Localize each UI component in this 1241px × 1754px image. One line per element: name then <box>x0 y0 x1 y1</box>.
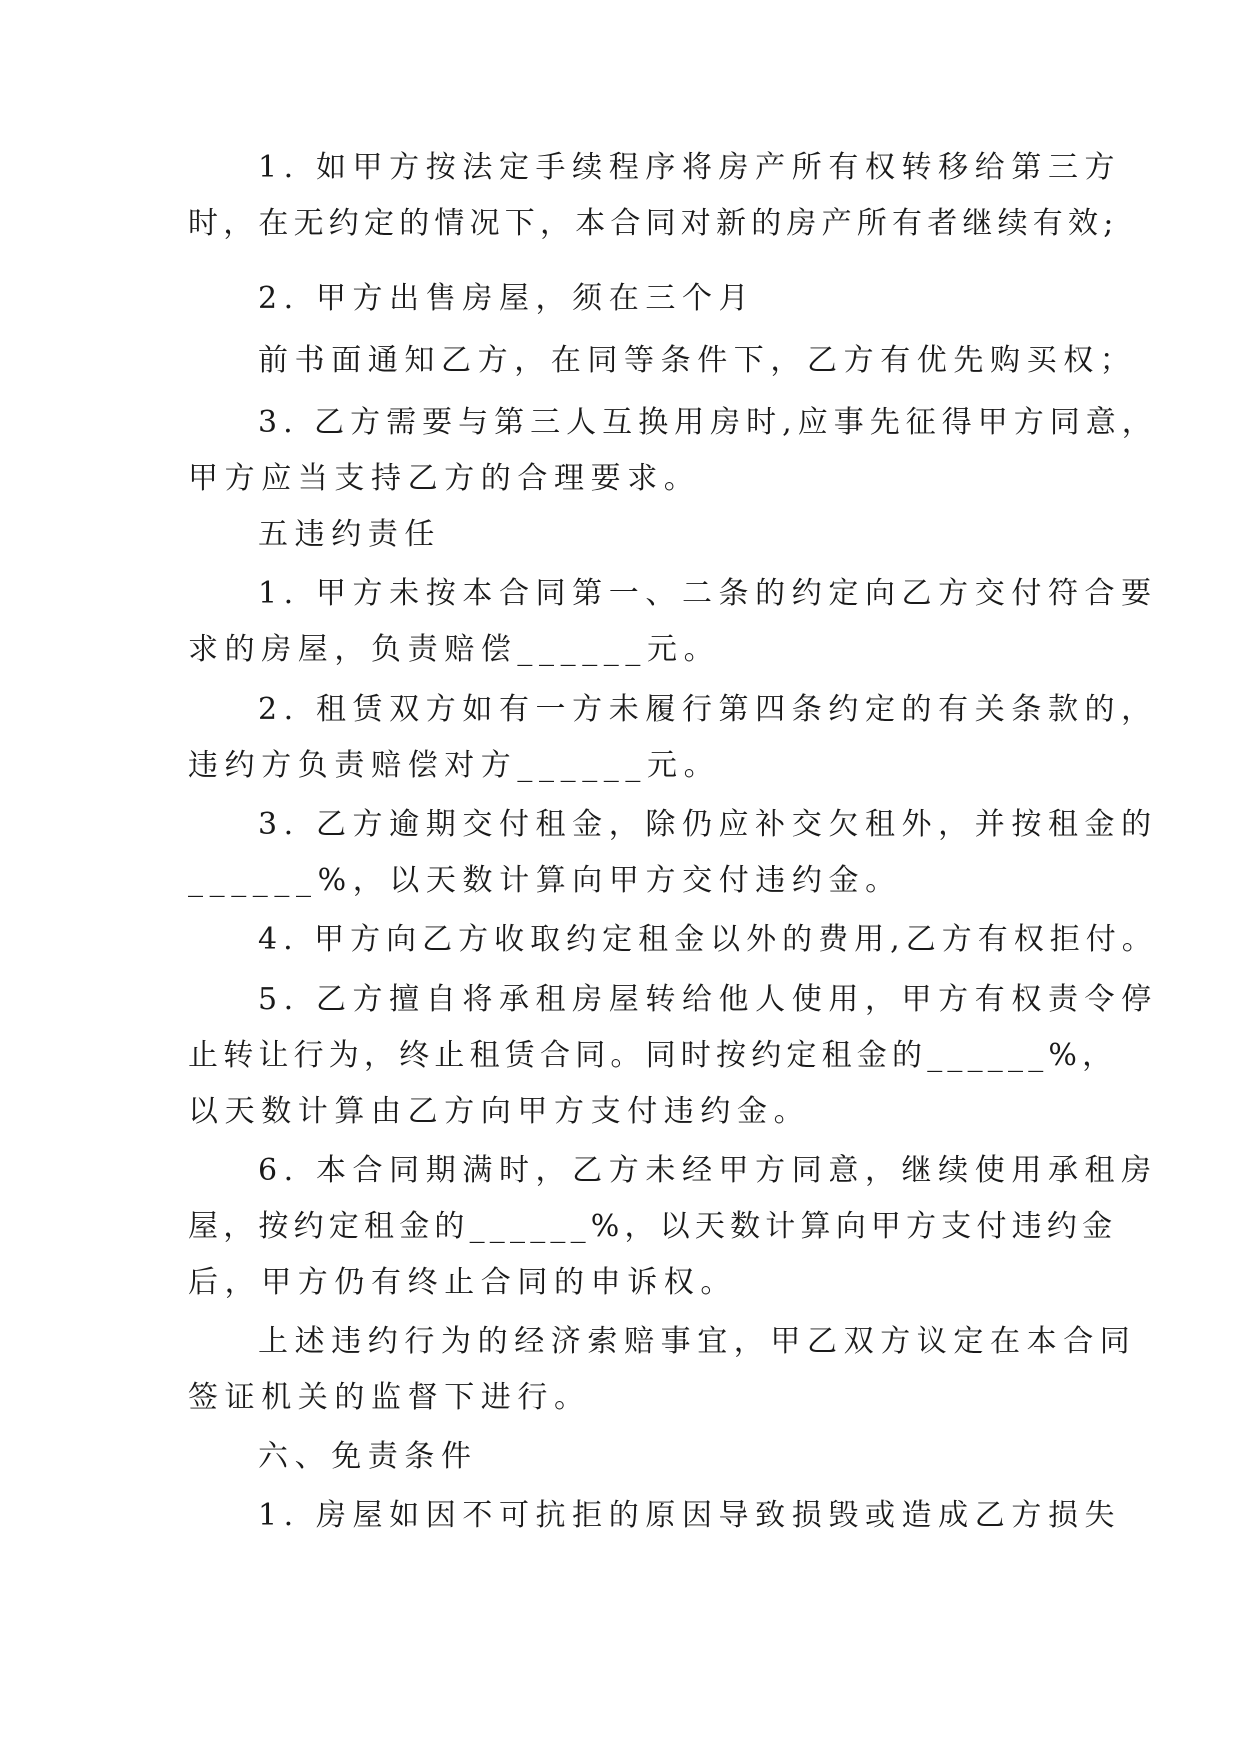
text-line: 2. 甲方出售房屋，须在三个月 <box>258 281 756 316</box>
section-heading: 五违约责任 <box>258 517 441 552</box>
text-line: 屋，按约定租金的______%，以天数计算向甲方支付违约金 <box>188 1209 1118 1244</box>
text-line: 3. 乙方逾期交付租金，除仍应补交欠租外，并按租金的 <box>258 807 1158 842</box>
text-line: 上述违约行为的经济索赔事宜，甲乙双方议定在本合同 <box>258 1324 1137 1359</box>
text-line: 4. 甲方向乙方收取约定租金以外的费用,乙方有权拒付。 <box>258 922 1158 957</box>
text-line: 1. 甲方未按本合同第一、二条的约定向乙方交付符合要 <box>258 576 1158 611</box>
text-line: 甲方应当支持乙方的合理要求。 <box>188 461 701 496</box>
text-line: 以天数计算由乙方向甲方支付违约金。 <box>188 1094 811 1129</box>
text-line: 前书面通知乙方，在同等条件下，乙方有优先购买权； <box>258 343 1137 378</box>
text-line: 止转让行为，终止租赁合同。同时按约定租金的______%， <box>188 1038 1118 1073</box>
text-line: 求的房屋，负责赔偿______元。 <box>188 632 721 667</box>
section-heading: 六、免责条件 <box>258 1439 478 1474</box>
text-line: 1. 房屋如因不可抗拒的原因导致损毁或造成乙方损失 <box>258 1498 1122 1533</box>
text-line: 后，甲方仍有终止合同的申诉权。 <box>188 1265 737 1300</box>
text-line: 时，在无约定的情况下，本合同对新的房产所有者继续有效; <box>188 206 1119 241</box>
text-line: 违约方负责赔偿对方______元。 <box>188 748 721 783</box>
text-line: 2. 租赁双方如有一方未履行第四条约定的有关条款的， <box>258 692 1158 727</box>
text-line: 1. 如甲方按法定手续程序将房产所有权转移给第三方 <box>258 150 1122 185</box>
text-line: 签证机关的监督下进行。 <box>188 1380 591 1415</box>
text-line: 5. 乙方擅自将承租房屋转给他人使用，甲方有权责令停 <box>258 982 1158 1017</box>
text-line: 3. 乙方需要与第三人互换用房时,应事先征得甲方同意， <box>258 405 1158 440</box>
text-line: 6. 本合同期满时，乙方未经甲方同意，继续使用承租房 <box>258 1153 1158 1188</box>
text-line: ______%，以天数计算向甲方交付违约金。 <box>188 863 902 898</box>
